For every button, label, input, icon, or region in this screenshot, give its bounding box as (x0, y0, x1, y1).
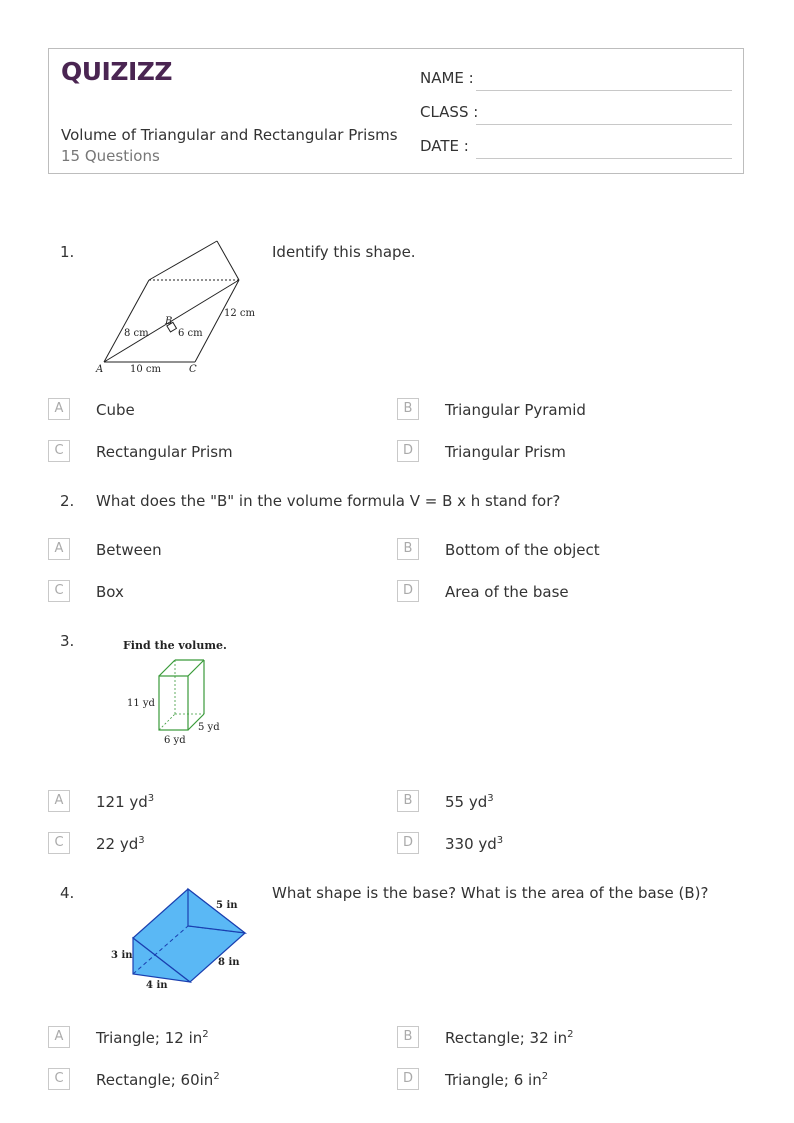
option-text[interactable]: Cube (96, 401, 135, 419)
quizizz-logo: QUIZIZZ (61, 57, 173, 86)
figure-caption: Find the volume. (123, 639, 227, 652)
figure-label: 8 in (218, 957, 240, 968)
option-text[interactable]: Rectangle; $60in^2$ (96, 1071, 220, 1089)
figure-label: B (165, 316, 173, 327)
option-text[interactable]: 55 $yd^3$ (445, 793, 494, 811)
figure-label: 4 in (146, 980, 168, 991)
option-text[interactable]: Area of the base (445, 583, 569, 601)
option-text[interactable]: Rectangular Prism (96, 443, 233, 461)
date-field[interactable] (476, 158, 732, 159)
figure-label: C (189, 364, 197, 375)
prism-edge (195, 280, 239, 362)
prism-edge (149, 241, 217, 280)
question-text: What shape is the base? What is the area of the base (B)? (272, 884, 709, 902)
option-text[interactable]: 121 $yd^3$ (96, 793, 155, 811)
option-letter[interactable]: A (48, 398, 70, 420)
question-count: 15 Questions (61, 147, 160, 165)
figure-label: 5 in (216, 900, 238, 911)
prism-front-face (159, 676, 188, 730)
question-number: 1. (60, 243, 75, 261)
option-letter[interactable]: B (397, 398, 419, 420)
prism-edge (188, 660, 204, 676)
blue-triangular-prism-figure (104, 884, 254, 994)
figure-label: 10 cm (130, 364, 161, 375)
figure-label: 11 yd (127, 698, 155, 709)
option-text[interactable]: Triangle; 6 $in^2$ (445, 1071, 549, 1089)
option-letter[interactable]: C (48, 580, 70, 602)
class-label: CLASS : (420, 103, 479, 121)
figure-label: 12 cm (224, 308, 255, 319)
figure-label: 3 in (111, 950, 133, 961)
question-number: 4. (60, 884, 75, 902)
option-text[interactable]: Triangular Prism (445, 443, 566, 461)
option-letter[interactable]: C (48, 1068, 70, 1090)
prism-top-face (188, 889, 245, 933)
name-field[interactable] (476, 90, 732, 91)
class-field[interactable] (476, 124, 732, 125)
option-letter[interactable]: B (397, 538, 419, 560)
option-letter[interactable]: A (48, 538, 70, 560)
figure-label: 8 cm (124, 328, 149, 339)
option-letter[interactable]: D (397, 832, 419, 854)
name-label: NAME : (420, 69, 474, 87)
option-letter[interactable]: B (397, 1026, 419, 1048)
option-text[interactable]: 22 $yd^3$ (96, 835, 145, 853)
hidden-edge (159, 714, 175, 730)
option-text[interactable]: Triangle; 12 $in^2$ (96, 1029, 209, 1047)
prism-edge (104, 280, 149, 362)
prism-edge (159, 660, 175, 676)
question-number: 3. (60, 632, 75, 650)
option-text[interactable]: Between (96, 541, 162, 559)
triangular-prism-figure (92, 236, 260, 378)
option-letter[interactable]: C (48, 440, 70, 462)
option-letter[interactable]: B (397, 790, 419, 812)
option-letter[interactable]: D (397, 440, 419, 462)
option-letter[interactable]: C (48, 832, 70, 854)
prism-edge (217, 241, 239, 280)
question-text: Identify this shape. (272, 243, 416, 261)
option-letter[interactable]: A (48, 1026, 70, 1048)
option-letter[interactable]: D (397, 580, 419, 602)
option-text[interactable]: Bottom of the object (445, 541, 600, 559)
figure-label: 6 cm (178, 328, 203, 339)
question-number: 2. (60, 492, 75, 510)
option-letter[interactable]: D (397, 1068, 419, 1090)
figure-label: 5 yd (198, 722, 220, 733)
question-text: What does the "B" in the volume formula V = B x h stand for? (96, 492, 561, 510)
option-text[interactable]: Rectangle; 32 $in^2$ (445, 1029, 574, 1047)
option-text[interactable]: Box (96, 583, 124, 601)
rectangular-prism-figure (118, 636, 230, 748)
option-letter[interactable]: A (48, 790, 70, 812)
figure-label: A (96, 364, 104, 375)
figure-label: 6 yd (164, 735, 186, 746)
date-label: DATE : (420, 137, 469, 155)
worksheet-title: Volume of Triangular and Rectangular Prisms (61, 126, 398, 144)
worksheet-header (48, 48, 744, 174)
option-text[interactable]: 330 $yd^3$ (445, 835, 504, 853)
option-text[interactable]: Triangular Pyramid (445, 401, 586, 419)
